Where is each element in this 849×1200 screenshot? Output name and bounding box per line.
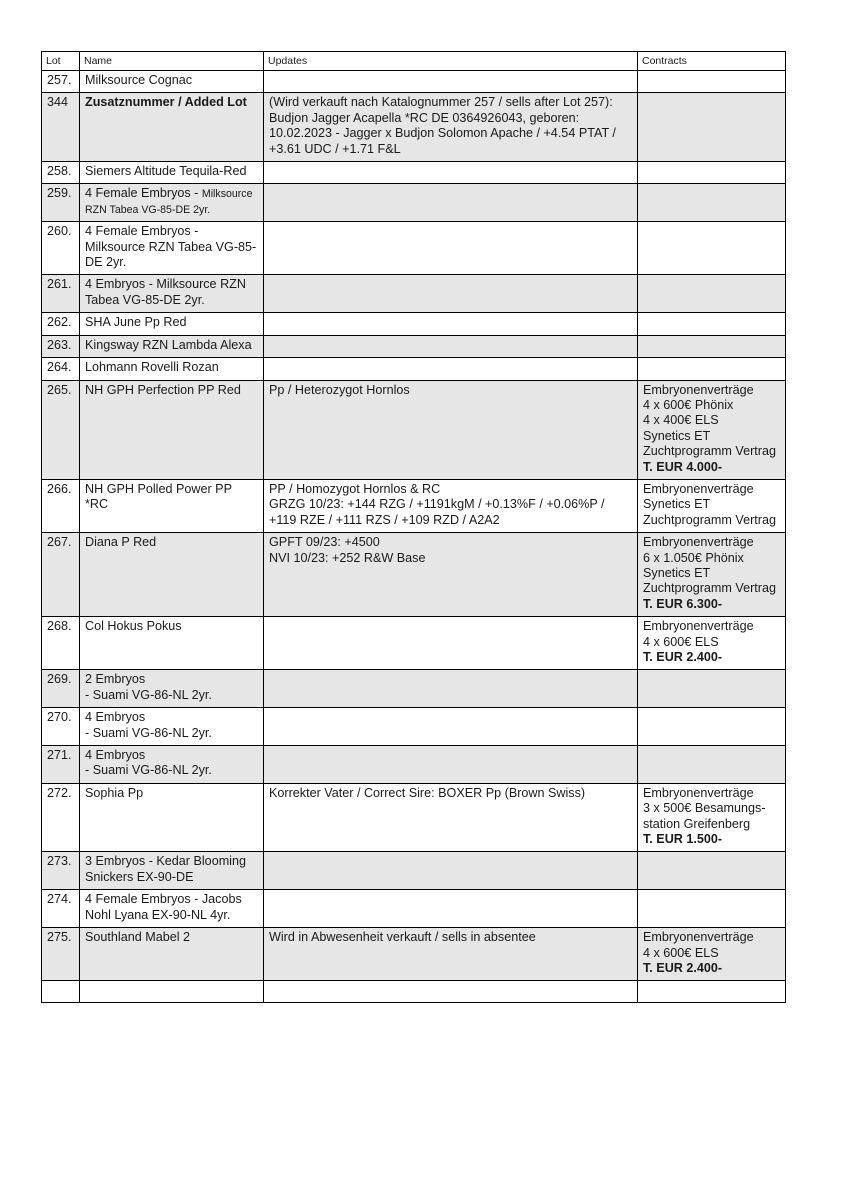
lot-contracts [638,313,786,335]
lot-number: 344 [42,93,80,162]
lot-updates [264,890,638,928]
lot-contracts [638,617,786,670]
lot-name [80,93,264,162]
lot-updates [264,313,638,335]
lot-contracts [638,533,786,617]
lot-number: 275. [42,928,80,981]
lot-contracts [638,335,786,357]
lot-name-text: Southland Mabel 2 [85,930,191,945]
lot-number: 261. [42,275,80,313]
lot-updates [264,479,638,532]
lot-updates [264,533,638,617]
table-row [42,852,786,890]
header-row [42,52,786,71]
lot-number: 269. [42,670,80,708]
lot-name [80,380,264,479]
contract-line: Embryonenverträge [643,382,754,397]
lot-updates [264,93,638,162]
contract-line: Embryonenverträge [643,481,754,496]
lot-name [80,184,264,222]
lot-updates [264,746,638,784]
contract-line: 3 x 500€ Besamungs- [643,801,766,816]
lot-updates [264,71,638,93]
lot-updates [264,617,638,670]
header-updates: Updates [264,52,638,71]
lot-name-text: Kingsway RZN Lambda Alexa [85,337,252,352]
update-line: PP / Homozygot Hornlos & RC [269,481,441,496]
contract-line: Embryonenverträge [643,785,754,800]
header-lot: Lot [42,52,80,71]
lot-updates [264,928,638,981]
lot-number: 267. [42,533,80,617]
lot-name [80,313,264,335]
contract-line: Synetics ET [643,497,711,512]
update-line: Korrekter Vater / Correct Sire: BOXER Pp (Brown Swiss) [269,785,586,800]
lot-number: 258. [42,162,80,184]
contract-line: Embryonenverträge [643,619,754,634]
lot-name-text: Lohmann Rovelli Rozan [85,360,219,375]
lot-contracts [638,358,786,380]
contract-line: Zuchtprogramm Vertrag [643,512,776,527]
lot-updates [264,335,638,357]
contract-total: T. EUR 2.400- [643,650,723,664]
lot-name [80,335,264,357]
contract-line: 4 x 600€ ELS [643,945,719,960]
lot-updates [264,380,638,479]
lot-contracts [638,162,786,184]
lot-name [80,746,264,784]
lot-updates [264,670,638,708]
lot-updates [264,852,638,890]
lot-name [80,981,264,1003]
lot-updates [264,708,638,746]
lot-contracts [638,93,786,162]
contract-line: Zuchtprogramm Vertrag [643,581,776,596]
lot-name [80,479,264,532]
lot-number: 265. [42,380,80,479]
table-row [42,479,786,532]
table-row [42,184,786,222]
lot-name-detail: Milksource RZN Tabea VG-85-DE 2yr. [85,188,253,216]
lot-name [80,222,264,275]
lot-contracts [638,380,786,479]
lot-number: 257. [42,71,80,93]
lot-number: 266. [42,479,80,532]
update-line: Pp / Heterozygot Hornlos [269,382,410,397]
lot-number: 260. [42,222,80,275]
lot-number: 263. [42,335,80,357]
update-line: (Wird verkauft nach Katalognummer 257 / sells after Lot 257): Budjon Jagger Acapella *RC DE 0364926043, geboren: 10.02.2023 - Jagger x Budjon Solomon Apache / +4.54 PTAT / +3.61 UDC / +1.71 F&L [269,95,616,156]
lot-updates [264,783,638,852]
lot-name-text: 2 Embryos [85,672,146,687]
lot-updates [264,275,638,313]
lot-name [80,783,264,852]
lot-number: 271. [42,746,80,784]
lot-name [80,617,264,670]
lot-updates-table [41,51,786,1003]
contract-line: Synetics ET [643,565,711,580]
contract-total: T. EUR 1.500- [643,832,723,847]
lot-name-text: Sophia Pp [85,785,144,800]
lot-name-text: NH GPH Perfection PP Red [85,382,241,397]
lot-name-text: Zusatznummer / Added Lot [85,95,247,110]
lot-name [80,71,264,93]
table-row [42,358,786,380]
contract-line: Embryonenverträge [643,535,754,550]
lot-number: 259. [42,184,80,222]
table-row [42,928,786,981]
table-row [42,93,786,162]
header-name: Name [80,52,264,71]
contract-line: 4 x 600€ Phönix [643,397,734,412]
lot-name [80,708,264,746]
lot-number: 274. [42,890,80,928]
table-row [42,380,786,479]
lot-number [42,981,80,1003]
table-row [42,783,786,852]
update-line: GRZG 10/23: +144 RZG / +1191kgM / +0.13%F / +0.06%P / +119 RZE / +111 RZS / +109 RZD / A2A2 [269,497,605,527]
lot-name-text: Diana P Red [85,535,157,550]
lot-name-text: 4 Female Embryos - Milksource RZN Tabea VG-85-DE 2yr. [85,224,257,270]
lot-name [80,890,264,928]
table-row [42,335,786,357]
contract-line: station Greifenberg [643,816,751,831]
lot-contracts [638,890,786,928]
lot-contracts [638,746,786,784]
contract-line: 4 x 600€ ELS [643,634,719,649]
lot-name-text: 4 Embryos [85,710,146,725]
header-contracts: Contracts [638,52,786,71]
lot-contracts [638,783,786,852]
table-row [42,222,786,275]
lot-contracts [638,928,786,981]
lot-number: 264. [42,358,80,380]
lot-name-text: NH GPH Polled Power PP *RC [85,481,232,512]
lot-contracts [638,275,786,313]
table-row [42,746,786,784]
table-row [42,670,786,708]
lot-name-text: 4 Female Embryos - [85,186,202,201]
lot-number: 273. [42,852,80,890]
lot-updates [264,222,638,275]
lot-name-text: 4 Embryos [85,748,146,763]
lot-name [80,670,264,708]
lot-name-line-2: - Suami VG-86-NL 2yr. [85,763,212,778]
update-line: GPFT 09/23: +4500 [269,535,380,550]
lot-name-text: Siemers Altitude Tequila-Red [85,164,247,179]
lot-name-text: 3 Embryos - Kedar Blooming Snickers EX-90-DE [85,854,246,884]
lot-name [80,358,264,380]
lot-number: 268. [42,617,80,670]
contract-line: Zuchtprogramm Vertrag [643,444,776,459]
lot-updates [264,981,638,1003]
contract-line: 6 x 1.050€ Phönix [643,550,744,565]
table-row [42,162,786,184]
lot-contracts [638,852,786,890]
lot-contracts [638,670,786,708]
lot-name [80,928,264,981]
table-row [42,617,786,670]
lot-updates [264,162,638,184]
table-row [42,981,786,1003]
lot-name [80,533,264,617]
contract-line: Embryonenverträge [643,930,754,945]
contract-total: T. EUR 4.000- [643,459,723,474]
update-line: NVI 10/23: +252 R&W Base [269,550,426,565]
lot-contracts [638,708,786,746]
contract-line: Synetics ET [643,428,711,443]
contract-total: T. EUR 6.300- [643,596,723,611]
lot-name [80,852,264,890]
lot-name-text: Milksource Cognac [85,73,193,87]
lot-contracts [638,479,786,532]
table-row [42,890,786,928]
table-row [42,313,786,335]
lot-name-text: 4 Female Embryos - Jacobs Nohl Lyana EX-90-NL 4yr. [85,892,242,922]
lot-contracts [638,71,786,93]
lot-number: 262. [42,313,80,335]
lot-contracts [638,184,786,222]
table-row [42,275,786,313]
lot-updates [264,184,638,222]
update-line: Wird in Abwesenheit verkauft / sells in absentee [269,930,536,945]
table-row [42,71,786,93]
lot-updates [264,358,638,380]
lot-name-text: Col Hokus Pokus [85,619,182,634]
lot-number: 272. [42,783,80,852]
lot-name-text: SHA June Pp Red [85,315,187,330]
table-row [42,708,786,746]
contract-line: 4 x 400€ ELS [643,413,719,428]
lot-name [80,275,264,313]
lot-name-line-2: - Suami VG-86-NL 2yr. [85,687,212,702]
contract-total: T. EUR 2.400- [643,960,723,975]
lot-name-text: 4 Embryos - Milksource RZN Tabea VG-85-DE 2yr. [85,277,246,307]
table-row [42,533,786,617]
lot-contracts [638,981,786,1003]
lot-contracts [638,222,786,275]
lot-name [80,162,264,184]
lot-name-line-2: - Suami VG-86-NL 2yr. [85,725,212,740]
lot-number: 270. [42,708,80,746]
